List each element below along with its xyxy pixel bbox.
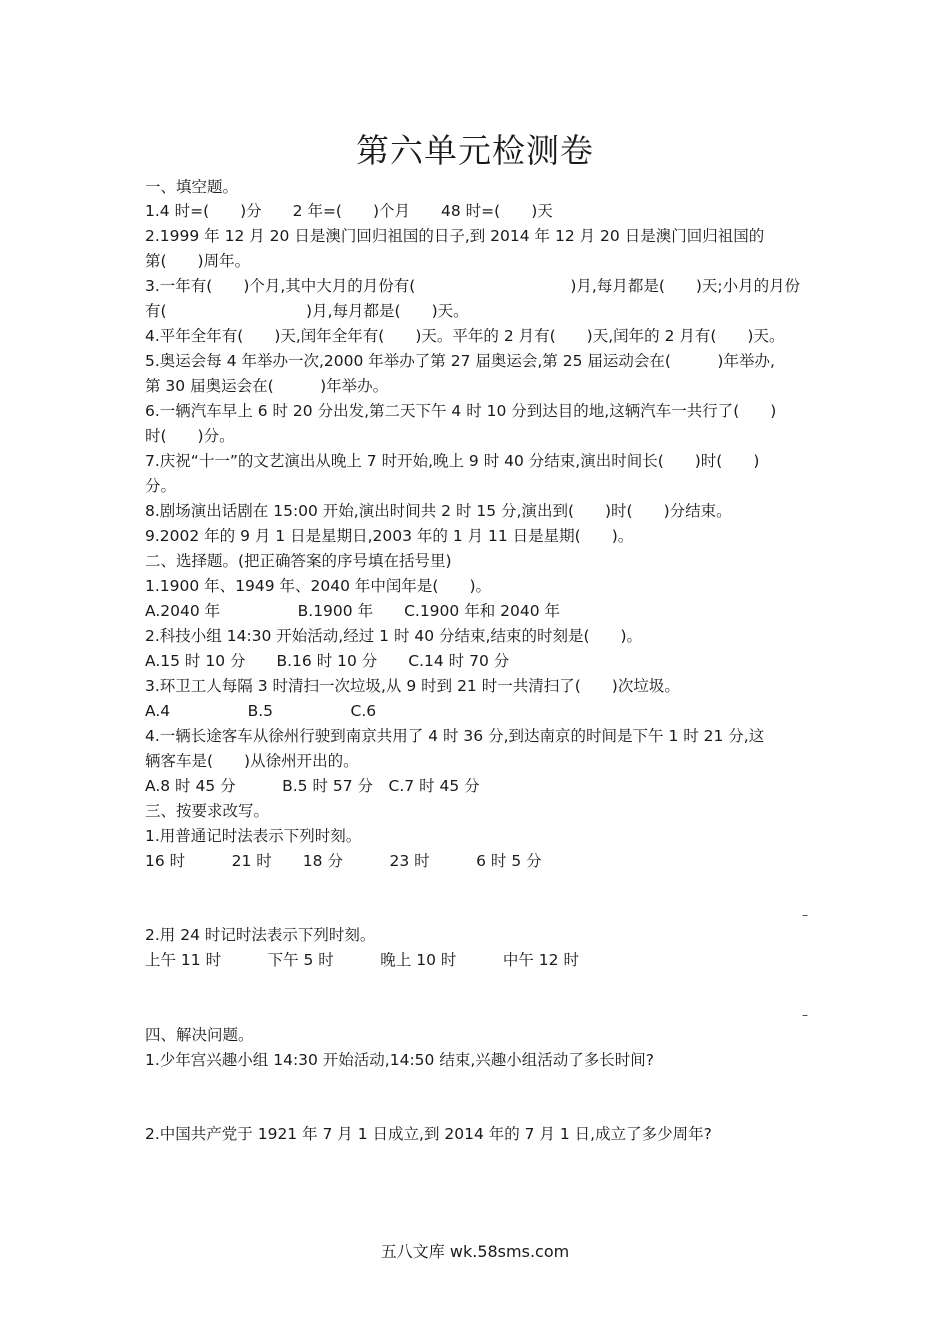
- problem-question-2: 2.中国共产党于 1921 年 7 月 1 日成立,到 2014 年的 7 月 1 日,成立了多少周年?: [145, 1125, 712, 1143]
- rewrite-items-2: 上午 11 时 下午 5 时 晚上 10 时 中午 12 时: [145, 951, 579, 969]
- choice-question-4-line-2: 辆客车是( )从徐州开出的。: [145, 752, 359, 770]
- fill-question-6-line-1: 6.一辆汽车早上 6 时 20 分出发,第二天下午 4 时 10 分到达目的地,这辆汽车一共行了( ): [145, 402, 777, 420]
- page-title: 第六单元检测卷: [356, 131, 594, 170]
- choice-question-4-line-1: 4.一辆长途客车从徐州行驶到南京共用了 4 时 36 分,到达南京的时间是下午 1 时 21 分,这: [145, 727, 765, 745]
- section-1-heading: 一、填空题。: [145, 178, 239, 196]
- fill-question-1: 1.4 时=( )分 2 年=( )个月 48 时=( )天: [145, 202, 553, 220]
- footer-watermark: 五八文库 wk.58sms.com: [380, 1242, 570, 1261]
- choice-options-1: A.2040 年 B.1900 年 C.1900 年和 2040 年: [145, 602, 560, 620]
- fill-question-4: 4.平年全年有( )天,闰年全年有( )天。平年的 2 月有( )天,闰年的 2 月有( )天。: [145, 327, 785, 345]
- section-3-heading: 三、按要求改写。: [145, 802, 270, 820]
- choice-question-2: 2.科技小组 14:30 开始活动,经过 1 时 40 分结束,结束的时刻是( )。: [145, 627, 643, 645]
- choice-options-3: A.4 B.5 C.6: [145, 702, 377, 720]
- fill-question-8: 8.剧场演出话剧在 15:00 开始,演出时间共 2 时 15 分,演出到( )时( )分结束。: [145, 502, 732, 520]
- choice-options-2: A.15 时 10 分 B.16 时 10 分 C.14 时 70 分: [145, 652, 510, 670]
- fill-question-5-line-2: 第 30 届奥运会在( )年举办。: [145, 377, 389, 395]
- section-4-heading: 四、解决问题。: [145, 1026, 254, 1044]
- fill-question-7-line-1: 7.庆祝“十一”的文艺演出从晚上 7 时开始,晚上 9 时 40 分结束,演出时间长( )时( ): [145, 452, 760, 470]
- fill-question-3-line-1: 3.一年有( )个月,其中大月的月份有( )月,每月都是( )天;小月的月份: [145, 277, 801, 295]
- fill-question-3-line-2: 有( )月,每月都是( )天。: [145, 302, 469, 320]
- problem-question-1: 1.少年宫兴趣小组 14:30 开始活动,14:50 结束,兴趣小组活动了多长时间?: [145, 1051, 654, 1069]
- section-2-heading: 二、选择题。(把正确答案的序号填在括号里): [145, 552, 452, 570]
- rewrite-items-1: 16 时 21 时 18 分 23 时 6 时 5 分: [145, 852, 542, 870]
- fill-question-5-line-1: 5.奥运会每 4 年举办一次,2000 年举办了第 27 届奥运会,第 25 届运动会在( )年举办,: [145, 352, 775, 370]
- fill-question-2-line-1: 2.1999 年 12 月 20 日是澳门回归祖国的日子,到 2014 年 12 月 20 日是澳门回归祖国的: [145, 227, 765, 245]
- choice-question-1: 1.1900 年、1949 年、2040 年中闰年是( )。: [145, 577, 492, 595]
- fill-question-6-line-2: 时( )分。: [145, 427, 235, 445]
- answer-line-mark-1: –: [802, 908, 808, 922]
- fill-question-9: 9.2002 年的 9 月 1 日是星期日,2003 年的 1 月 11 日是星期( )。: [145, 527, 634, 545]
- fill-question-7-line-2: 分。: [145, 477, 177, 495]
- rewrite-question-1: 1.用普通记时法表示下列时刻。: [145, 827, 362, 845]
- fill-question-2-line-2: 第( )周年。: [145, 252, 251, 270]
- choice-question-3: 3.环卫工人每隔 3 时清扫一次垃圾,从 9 时到 21 时一共清扫了( )次垃圾。: [145, 677, 680, 695]
- choice-options-4: A.8 时 45 分 B.5 时 57 分 C.7 时 45 分: [145, 777, 480, 795]
- rewrite-question-2: 2.用 24 时记时法表示下列时刻。: [145, 926, 376, 944]
- answer-line-mark-2: –: [802, 1008, 808, 1022]
